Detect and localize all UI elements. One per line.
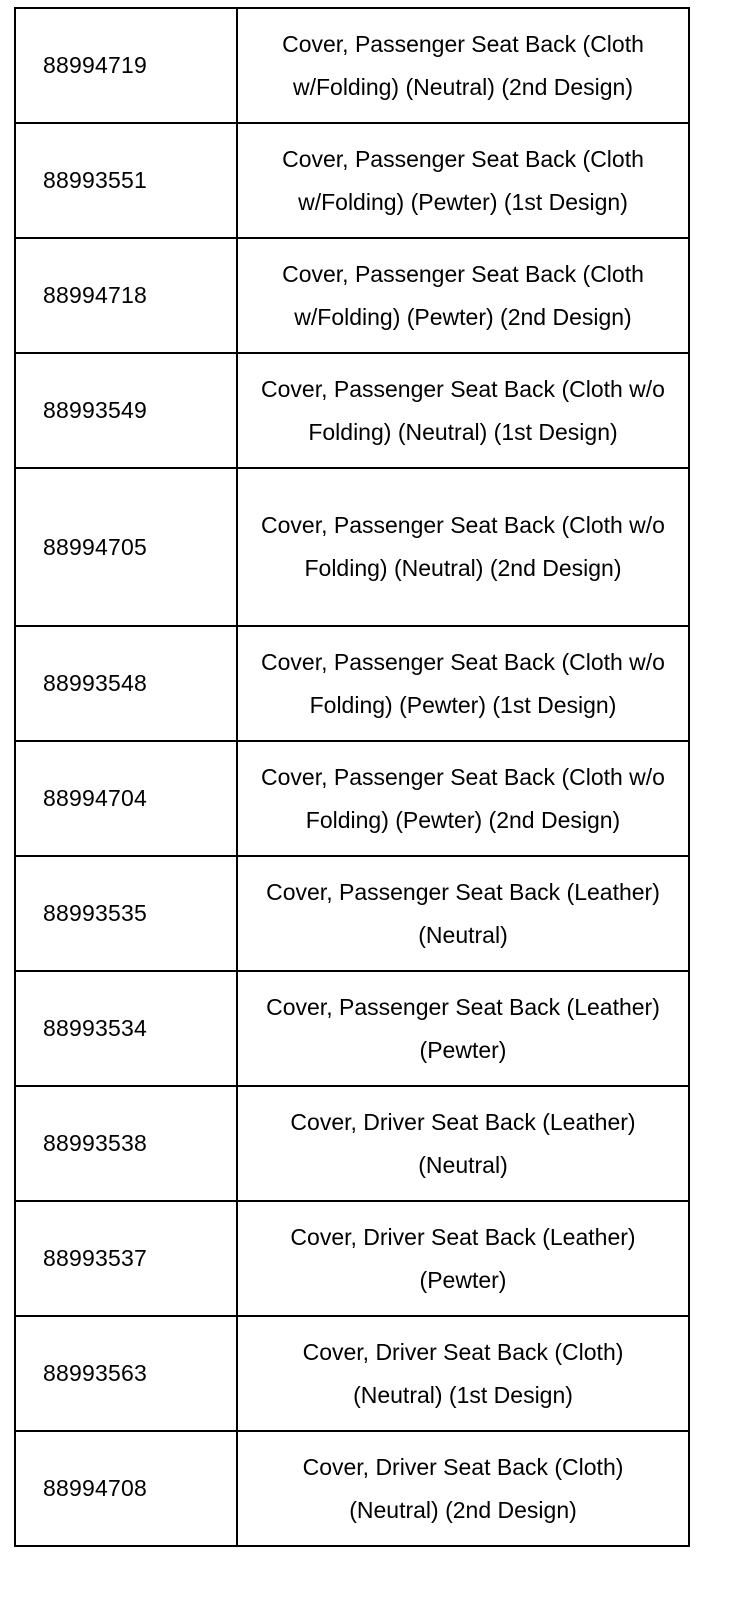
part-number-cell: 88994705	[15, 468, 237, 626]
table-row	[15, 1316, 689, 1431]
part-number-cell: 88994719	[15, 8, 237, 123]
table-row	[15, 856, 689, 971]
table-row	[15, 1201, 689, 1316]
table-row	[15, 468, 689, 626]
description-cell: Cover, Passenger Seat Back (Cloth w/Folding) (Pewter) (1st Design)	[237, 123, 689, 238]
description-cell: Cover, Passenger Seat Back (Cloth w/o Folding) (Pewter) (2nd Design)	[237, 741, 689, 856]
description-cell: Cover, Driver Seat Back (Cloth) (Neutral) (2nd Design)	[237, 1431, 689, 1546]
description-cell: Cover, Passenger Seat Back (Leather) (Neutral)	[237, 856, 689, 971]
table-row	[15, 353, 689, 468]
part-number-cell: 88993534	[15, 971, 237, 1086]
part-number-cell: 88993549	[15, 353, 237, 468]
description-cell: Cover, Passenger Seat Back (Cloth w/Folding) (Pewter) (2nd Design)	[237, 238, 689, 353]
description-cell: Cover, Passenger Seat Back (Cloth w/o Folding) (Pewter) (1st Design)	[237, 626, 689, 741]
description-cell: Cover, Passenger Seat Back (Cloth w/o Folding) (Neutral) (2nd Design)	[237, 468, 689, 626]
part-number-cell: 88993535	[15, 856, 237, 971]
description-cell: Cover, Driver Seat Back (Leather) (Pewter)	[237, 1201, 689, 1316]
part-number-cell: 88993548	[15, 626, 237, 741]
table-row	[15, 238, 689, 353]
table-row	[15, 741, 689, 856]
table-row	[15, 1086, 689, 1201]
description-cell: Cover, Passenger Seat Back (Leather) (Pewter)	[237, 971, 689, 1086]
description-cell: Cover, Passenger Seat Back (Cloth w/o Folding) (Neutral) (1st Design)	[237, 353, 689, 468]
part-number-cell: 88993537	[15, 1201, 237, 1316]
part-number-cell: 88994708	[15, 1431, 237, 1546]
part-number-cell: 88994704	[15, 741, 237, 856]
table-row	[15, 123, 689, 238]
part-number-cell: 88993563	[15, 1316, 237, 1431]
description-cell: Cover, Passenger Seat Back (Cloth w/Folding) (Neutral) (2nd Design)	[237, 8, 689, 123]
table-row	[15, 1431, 689, 1546]
part-number-cell: 88994718	[15, 238, 237, 353]
description-cell: Cover, Driver Seat Back (Cloth) (Neutral) (1st Design)	[237, 1316, 689, 1431]
table-row	[15, 626, 689, 741]
description-cell: Cover, Driver Seat Back (Leather) (Neutral)	[237, 1086, 689, 1201]
part-number-cell: 88993538	[15, 1086, 237, 1201]
table-row	[15, 971, 689, 1086]
part-number-cell: 88993551	[15, 123, 237, 238]
parts-table	[14, 7, 690, 1547]
table-row	[15, 8, 689, 123]
